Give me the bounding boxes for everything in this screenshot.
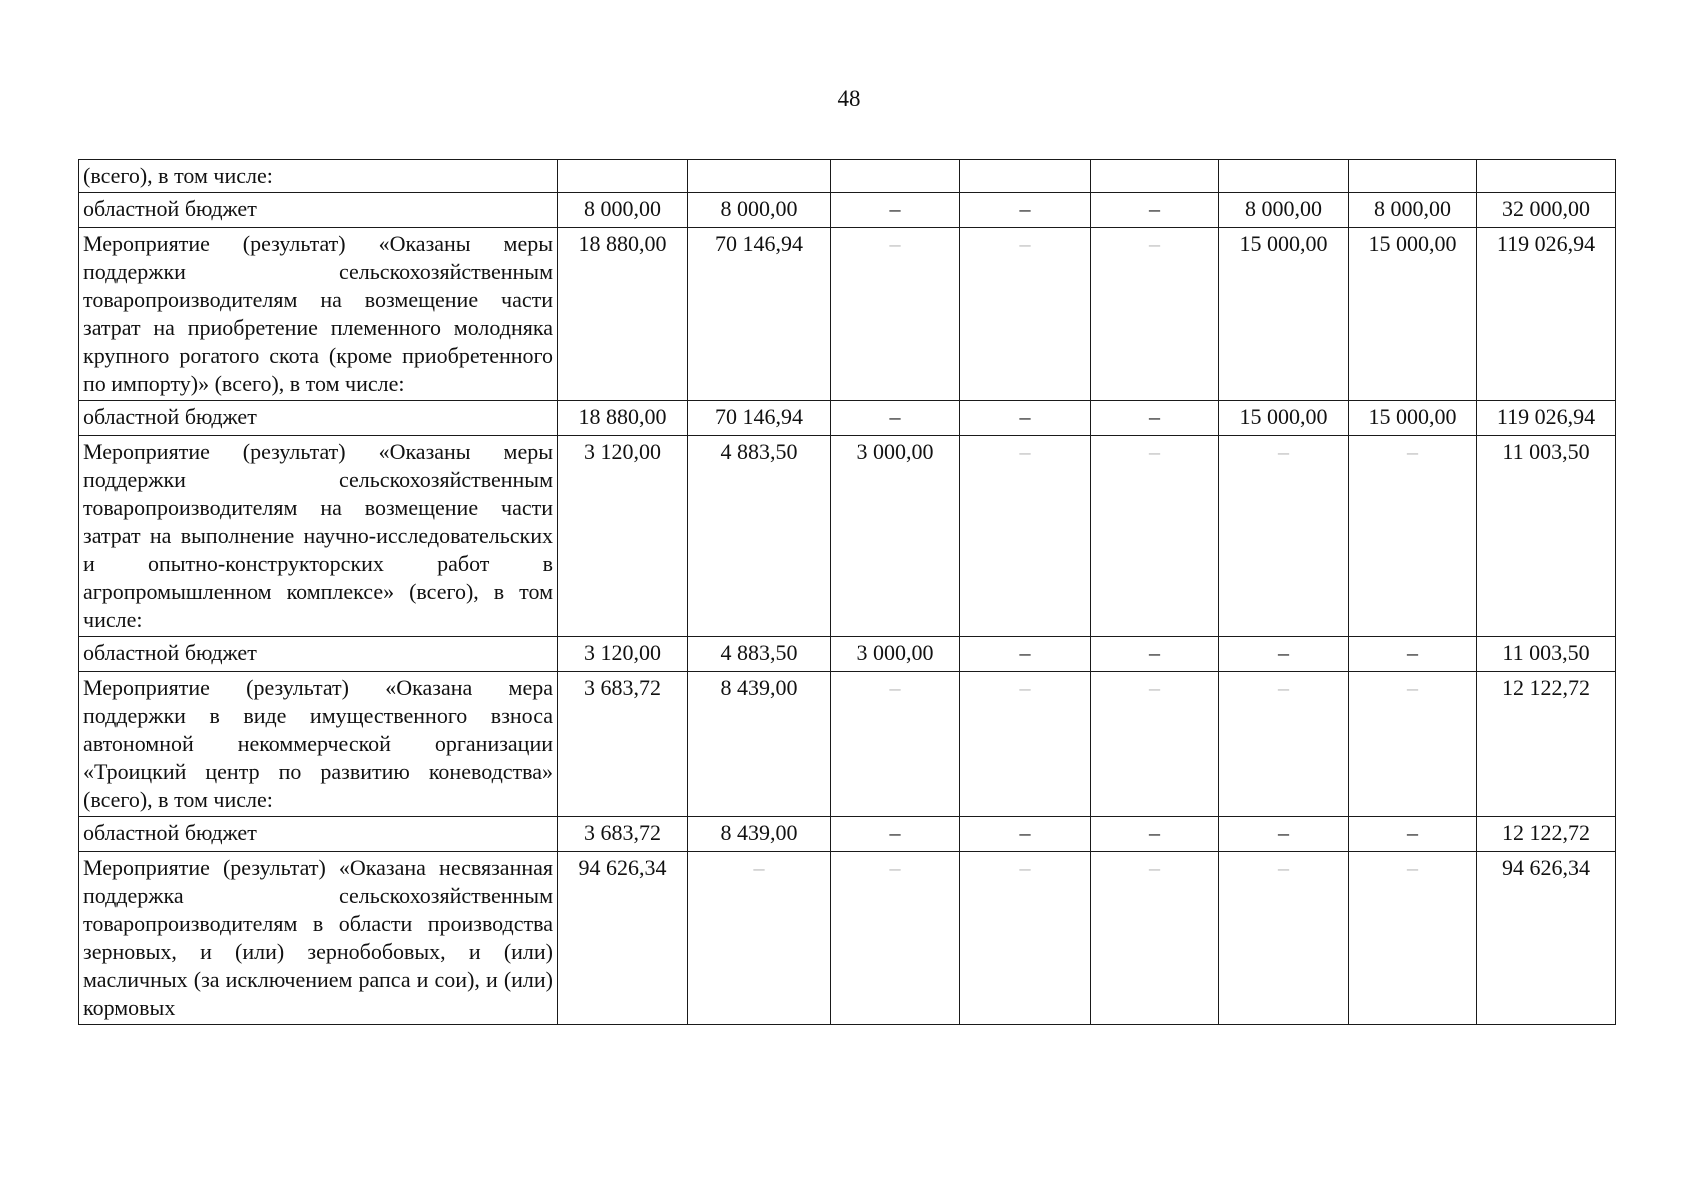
- value-cell: –: [1349, 637, 1477, 672]
- budget-source-label: областной бюджет: [79, 193, 558, 228]
- table-body: [79, 160, 1616, 1025]
- value-cell: 18 880,00: [558, 401, 688, 436]
- value-cell: –: [1091, 637, 1219, 672]
- value-cell: 8 000,00: [1219, 193, 1349, 228]
- total-cell: 11 003,50: [1477, 436, 1616, 637]
- value-cell: –: [1091, 401, 1219, 436]
- value-cell: –: [1349, 817, 1477, 852]
- value-cell: 15 000,00: [1219, 401, 1349, 436]
- measure-description: Мероприятие (результат) «Оказаны меры поддержки сельскохозяйственным товаропроизводителям на возмещение части затрат на выполнение научно-исследовательских и опытно-конструкторских работ в агропромышленном комплексе» (всего), в том числе:: [79, 436, 558, 637]
- value-cell: 15 000,00: [1349, 228, 1477, 401]
- value-cell: [831, 160, 960, 193]
- value-cell: [1091, 160, 1219, 193]
- value-cell: 3 120,00: [558, 436, 688, 637]
- table-row-measure: [79, 228, 1616, 401]
- total-cell: 11 003,50: [1477, 637, 1616, 672]
- value-cell: 4 883,50: [688, 637, 831, 672]
- total-cell: 94 626,34: [1477, 852, 1616, 1025]
- value-cell: 3 000,00: [831, 637, 960, 672]
- value-cell: 18 880,00: [558, 228, 688, 401]
- value-cell: –: [831, 852, 960, 1025]
- value-cell: –: [1219, 672, 1349, 817]
- value-cell: –: [1091, 436, 1219, 637]
- value-cell: 70 146,94: [688, 401, 831, 436]
- measure-description: (всего), в том числе:: [79, 160, 558, 193]
- value-cell: –: [960, 228, 1091, 401]
- budget-source-label: областной бюджет: [79, 401, 558, 436]
- value-cell: [688, 160, 831, 193]
- total-cell: 12 122,72: [1477, 672, 1616, 817]
- value-cell: 8 000,00: [558, 193, 688, 228]
- value-cell: –: [960, 436, 1091, 637]
- value-cell: [1219, 160, 1349, 193]
- table-row-measure: [79, 672, 1616, 817]
- value-cell: 3 683,72: [558, 672, 688, 817]
- value-cell: 8 439,00: [688, 817, 831, 852]
- value-cell: –: [831, 817, 960, 852]
- value-cell: –: [1349, 672, 1477, 817]
- value-cell: –: [960, 193, 1091, 228]
- value-cell: –: [1219, 637, 1349, 672]
- budget-source-label: областной бюджет: [79, 817, 558, 852]
- value-cell: 70 146,94: [688, 228, 831, 401]
- table-row-budget: [79, 401, 1616, 436]
- value-cell: –: [1091, 817, 1219, 852]
- value-cell: –: [1349, 436, 1477, 637]
- table-row-budget: [79, 637, 1616, 672]
- value-cell: 3 120,00: [558, 637, 688, 672]
- value-cell: –: [960, 817, 1091, 852]
- value-cell: 4 883,50: [688, 436, 831, 637]
- measure-description: Мероприятие (результат) «Оказана мера поддержки в виде имущественного взноса автономной некоммерческой организации «Троицкий центр по развитию коневодства» (всего), в том числе:: [79, 672, 558, 817]
- table-row-budget: [79, 817, 1616, 852]
- value-cell: 8 000,00: [1349, 193, 1477, 228]
- value-cell: –: [831, 401, 960, 436]
- total-cell: 119 026,94: [1477, 228, 1616, 401]
- table-row-budget: [79, 193, 1616, 228]
- value-cell: –: [1219, 436, 1349, 637]
- value-cell: 94 626,34: [558, 852, 688, 1025]
- total-cell: 12 122,72: [1477, 817, 1616, 852]
- value-cell: –: [1349, 852, 1477, 1025]
- value-cell: [1349, 160, 1477, 193]
- budget-table: [78, 159, 1616, 1025]
- page-number: 48: [837, 86, 861, 111]
- table-row-measure: [79, 160, 1616, 193]
- value-cell: –: [1091, 672, 1219, 817]
- value-cell: 3 683,72: [558, 817, 688, 852]
- measure-description: Мероприятие (результат) «Оказаны меры поддержки сельскохозяйственным товаропроизводителям на возмещение части затрат на приобретение племенного молодняка крупного рогатого скота (кроме приобретенного по импорту)» (всего), в том числе:: [79, 228, 558, 401]
- value-cell: –: [831, 672, 960, 817]
- value-cell: –: [831, 228, 960, 401]
- value-cell: –: [1091, 228, 1219, 401]
- value-cell: –: [688, 852, 831, 1025]
- value-cell: 8 439,00: [688, 672, 831, 817]
- value-cell: 8 000,00: [688, 193, 831, 228]
- total-cell: 32 000,00: [1477, 193, 1616, 228]
- value-cell: 3 000,00: [831, 436, 960, 637]
- value-cell: –: [1219, 817, 1349, 852]
- measure-description: Мероприятие (результат) «Оказана несвязанная поддержка сельскохозяйственным товаропроизводителям в области производства зерновых, и (или) зернобобовых, и (или) масличных (за исключением рапса и сои), и (или) кормовых: [79, 852, 558, 1025]
- value-cell: –: [960, 637, 1091, 672]
- value-cell: 15 000,00: [1219, 228, 1349, 401]
- table-row-measure: [79, 852, 1616, 1025]
- value-cell: –: [831, 193, 960, 228]
- value-cell: –: [1091, 193, 1219, 228]
- value-cell: 15 000,00: [1349, 401, 1477, 436]
- value-cell: –: [1219, 852, 1349, 1025]
- value-cell: –: [1091, 852, 1219, 1025]
- total-cell: 119 026,94: [1477, 401, 1616, 436]
- value-cell: –: [960, 852, 1091, 1025]
- value-cell: [960, 160, 1091, 193]
- total-cell: [1477, 160, 1616, 193]
- value-cell: –: [960, 672, 1091, 817]
- budget-source-label: областной бюджет: [79, 637, 558, 672]
- table-row-measure: [79, 436, 1616, 637]
- value-cell: –: [960, 401, 1091, 436]
- value-cell: [558, 160, 688, 193]
